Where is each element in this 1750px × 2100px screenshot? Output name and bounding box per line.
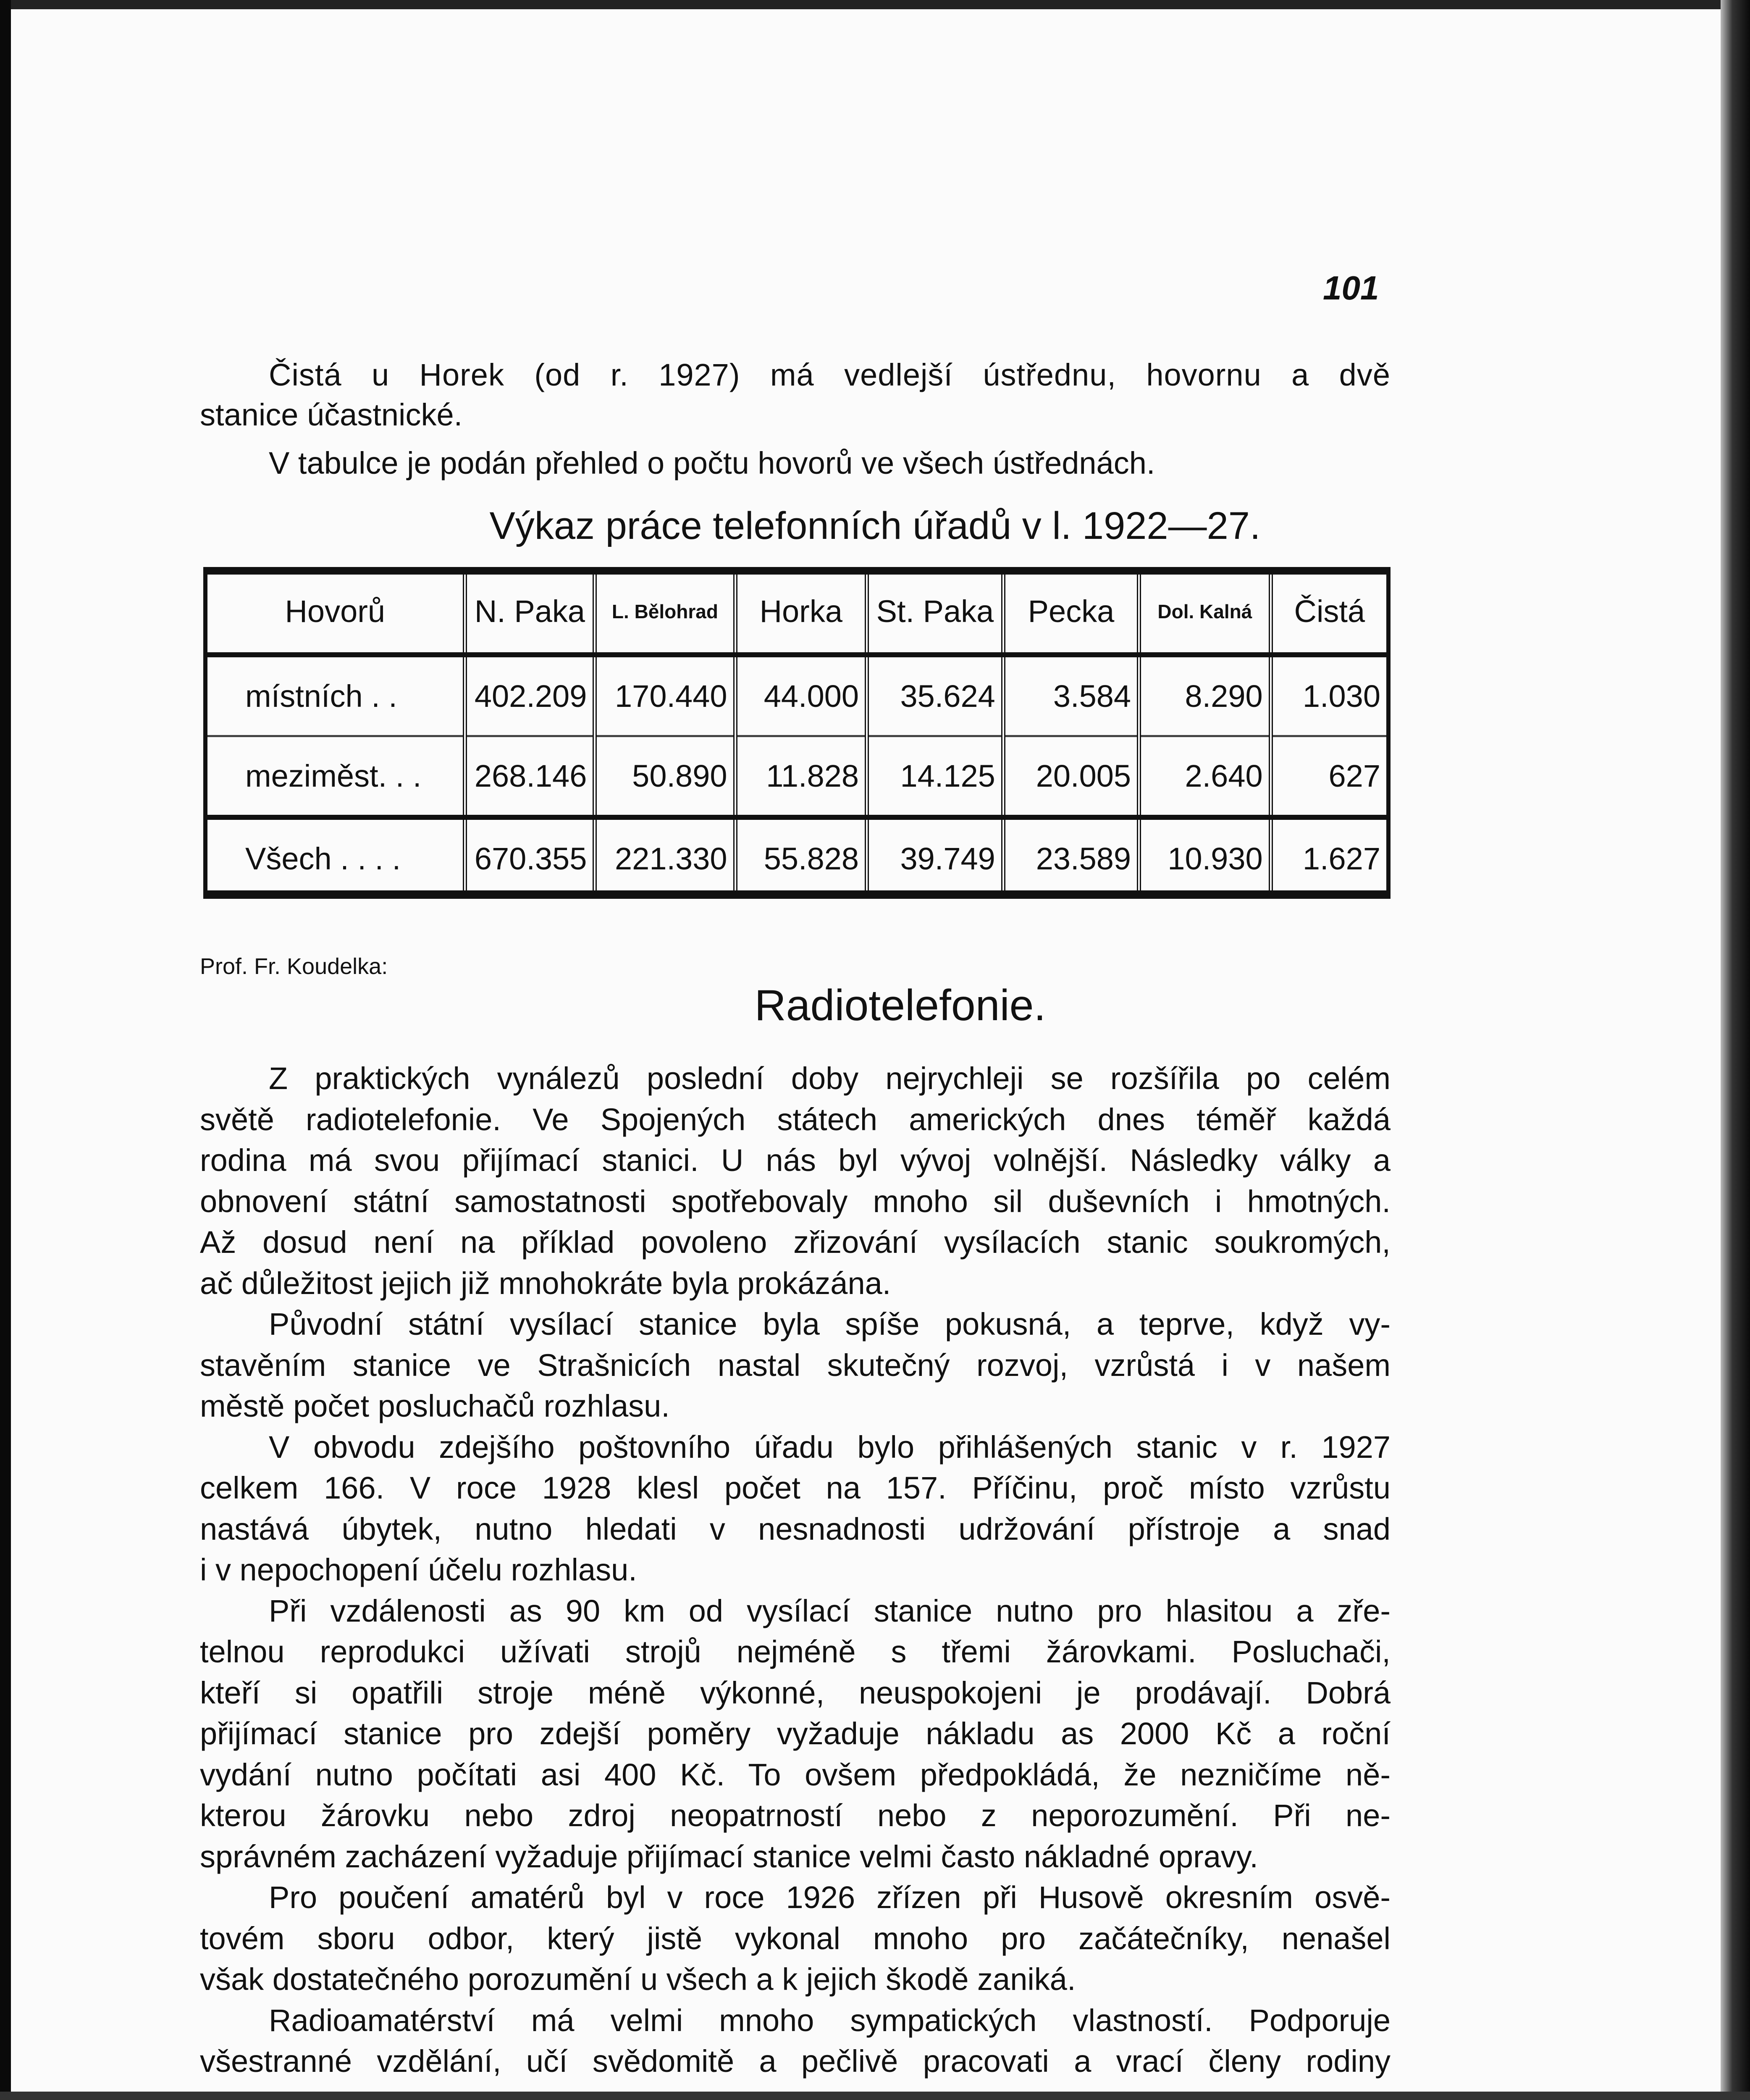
table-row [205,736,1388,818]
table-cell: 268.146 [465,736,595,818]
table-cell: 402.209 [465,655,595,736]
body-line: stavěním stanice ve Strašnicích nastal skutečný rozvoj, vzrůstá i v našem [200,1347,1391,1383]
body-line: Původní státní vysílací stanice byla spíše pokusná, a teprve, když vy- [269,1307,1391,1341]
body-line: světě radiotelefonie. Ve Spojených státech amerických dnes téměř každá [200,1102,1391,1137]
table-cell: 1.030 [1271,655,1388,736]
body-line: Z praktických vynálezů poslední doby nejrychleji se rozšířila po celém [269,1061,1391,1096]
body-line: přijímací stanice pro zdejší poměry vyžaduje nákladu as 2000 Kč a roční [200,1716,1391,1751]
body-line: ač důležitost jejich již mnohokráte byla prokázána. [200,1265,891,1301]
body-line: rodina má svou přijímací stanici. U nás byl vývoj volnější. Následky války a [200,1143,1391,1178]
table-cell: 39.749 [867,817,1003,898]
table-cell: 23.589 [1003,817,1139,898]
article-title: Radiotelefonie. [754,981,1046,1030]
table-cell: 221.330 [595,817,735,898]
body-line: Až dosud není na příklad povoleno zřizování vysílacích stanic soukromých, [200,1225,1391,1260]
body-line: kterou žárovku nebo zdroj neopatrností nebo z neporozumění. Při ne- [200,1798,1391,1833]
table-header-row [205,570,1388,655]
body-line: kteří si opatřili stroje méně výkonné, neuspokojeni je prodávají. Dobrá [200,1675,1391,1710]
table-bottom-rule [203,890,1391,899]
table-cell: 2.640 [1139,736,1271,818]
table-row [205,817,1388,898]
row-label: Všech . . . . [205,817,465,898]
table-cell: 55.828 [735,817,867,898]
header-cell: Pecka [1003,570,1139,655]
body-line: i v nepochopení účelu rozhlasu. [200,1552,637,1587]
row-label: místních . . [205,655,465,736]
scan-edge-top [0,0,1750,9]
table-cell: 10.930 [1139,817,1271,898]
table-cell: 44.000 [735,655,867,736]
table-cell: 50.890 [595,736,735,818]
scan-edge-right [1721,0,1750,2100]
table-cell: 670.355 [465,817,595,898]
body-line: celkem 166. V roce 1928 klesl počet na 157. Příčinu, proč místo vzrůstu [200,1470,1391,1505]
body-line: tovém sboru odbor, který jistě vykonal mnoho pro začátečníky, nenašel [200,1921,1391,1956]
table-cell: 8.290 [1139,655,1271,736]
body-line: nastává úbytek, nutno hledati v nesnadnosti udržování přístroje a snad [200,1511,1391,1546]
table-cell: 14.125 [867,736,1003,818]
body-line: vydání nutno počítati asi 400 Kč. To ovšem předpokládá, že nezničíme ně- [200,1757,1391,1792]
body-line: telnou reprodukci užívati strojů nejméně s třemi žárovkami. Posluchači, [200,1634,1391,1669]
calls-table [203,570,1391,898]
body-line: městě počet posluchačů rozhlasu. [200,1389,670,1423]
table-cell: 627 [1271,736,1388,818]
table-cell: 11.828 [735,736,867,818]
body-line: však dostatečného porozumění u všech a k jejich škodě zaniká. [200,1962,1076,1997]
intro-line: stanice účastnické. [200,397,463,432]
author: Prof. Fr. Koudelka: [200,954,388,979]
header-cell: Hovorů [205,570,465,655]
table-row [205,655,1388,736]
table-cell: 3.584 [1003,655,1139,736]
table-title: Výkaz práce telefonních úřadů v l. 1922—27. [489,504,1261,547]
body-line: správném zacházení vyžaduje přijímací stanice velmi často nákladné opravy. [200,1839,1258,1874]
scan-edge-bottom [0,2092,1750,2100]
table-cell: 170.440 [595,655,735,736]
page-number: 101 [1323,269,1379,307]
intro-line: V tabulce je podán přehled o počtu hovorů ve všech ústřednách. [269,446,1155,480]
header-cell: Dol. Kalná [1139,570,1271,655]
header-cell: St. Paka [867,570,1003,655]
table-cell: 1.627 [1271,817,1388,898]
header-cell: L. Bělohrad [595,570,735,655]
body-line: Radioamatérství má velmi mnoho sympatických vlastností. Podporuje [269,2003,1391,2038]
scan-edge-left [0,0,11,2100]
table-cell: 35.624 [867,655,1003,736]
table-cell: 20.005 [1003,736,1139,818]
body-line: Při vzdálenosti as 90 km od vysílací stanice nutno pro hlasitou a zře- [269,1593,1391,1628]
body-line: V obvodu zdejšího poštovního úřadu bylo přihlášených stanic v r. 1927 [269,1429,1391,1465]
body-line: všestranné vzdělání, učí svědomitě a pečlivě pracovati a vrací členy rodiny [200,2044,1391,2079]
body-line: Pro poučení amatérů byl v roce 1926 zřízen při Husově okresním osvě- [269,1880,1391,1915]
body-line: obnovení státní samostatnosti spotřebovaly mnoho sil duševních i hmotných. [200,1184,1391,1219]
row-label: meziměst. . . [205,736,465,818]
header-cell: N. Paka [465,570,595,655]
header-cell: Horka [735,570,867,655]
intro-line: Čistá u Horek (od r. 1927) má vedlejší ústřednu, hovornu a dvě [269,357,1391,392]
header-cell: Čistá [1271,570,1388,655]
